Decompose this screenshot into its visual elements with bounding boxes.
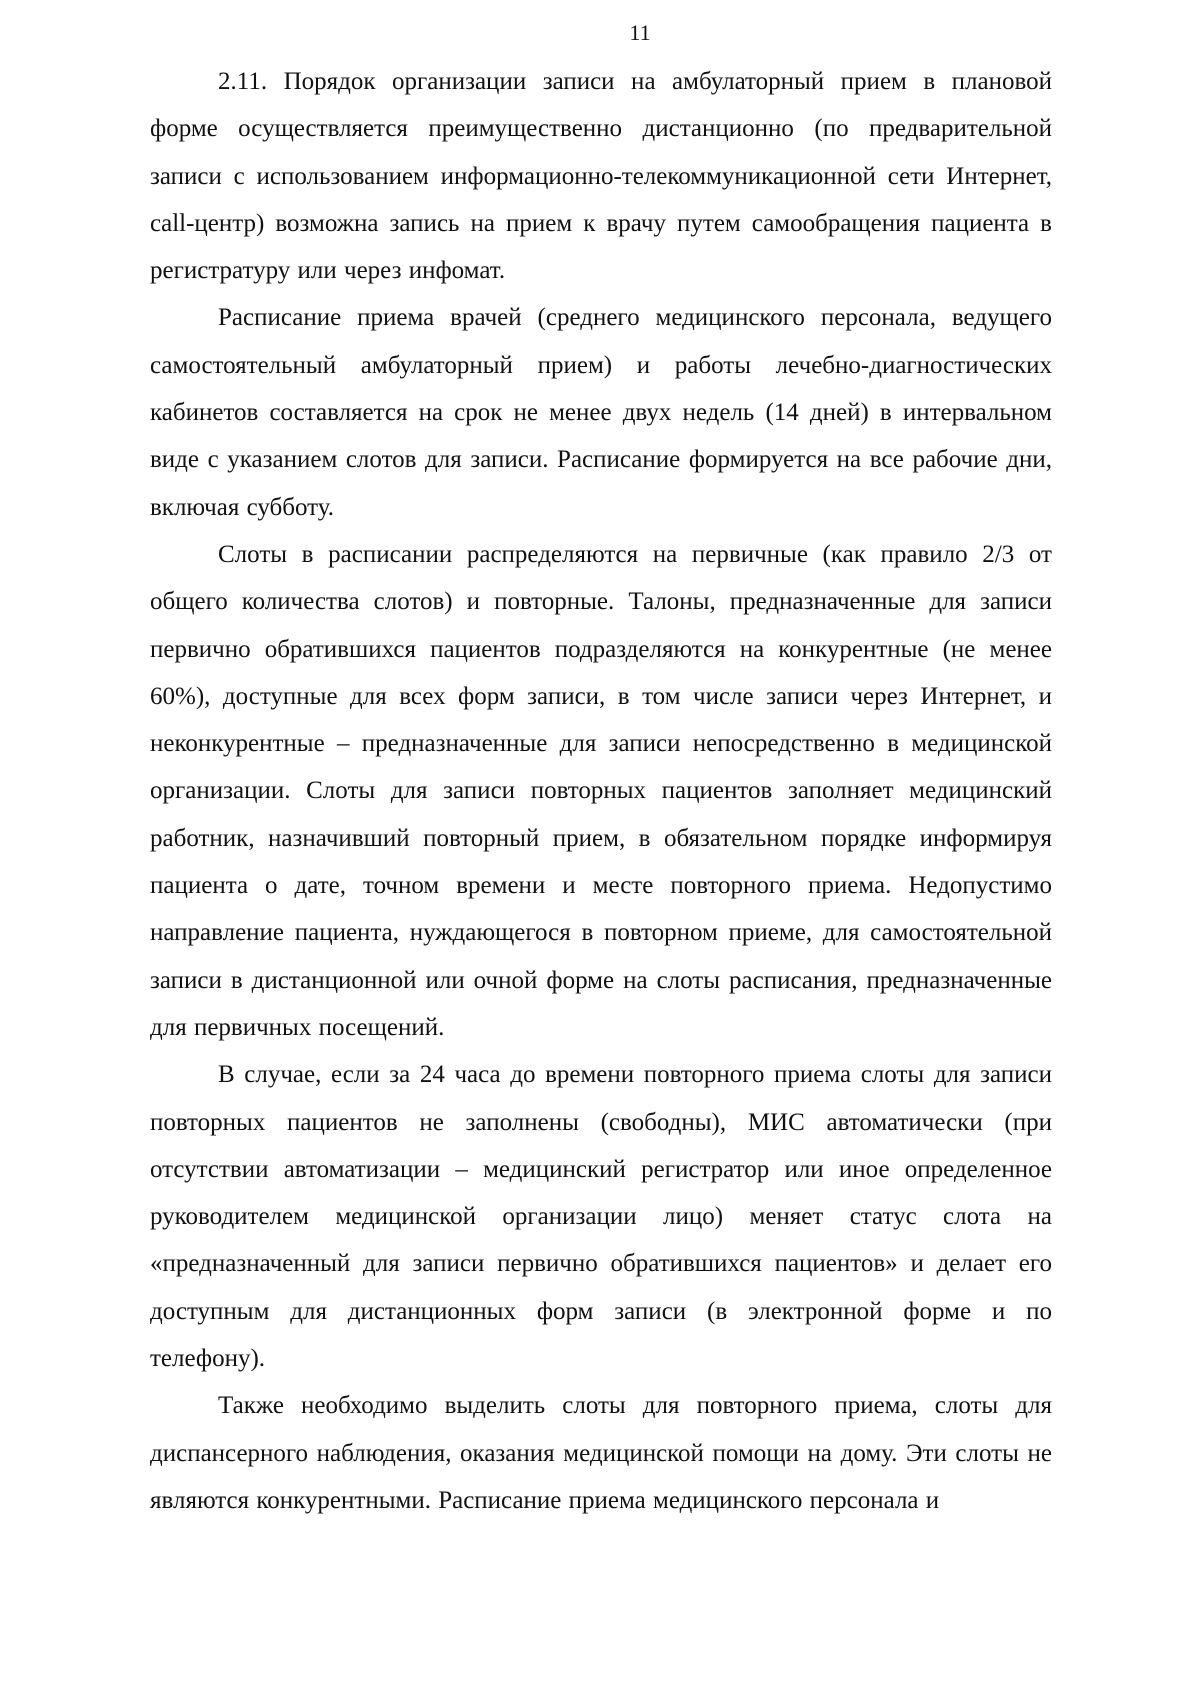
paragraph-slots-distribution: Слоты в расписании распределяются на первичные (как правило 2/3 от общего количества слотов) и повторные. Талоны, предназначенные для записи первично обратившихся пациентов подразделяются на конкурентные (не менее 60%), доступные для всех форм записи, в том числе записи через Интернет, и неконкурентные – предназначенные для записи непосредственно в медицинской организации. Слоты для записи повторных пациентов заполняет медицинский работник, назначивший повторный прием, в обязательном порядке информируя пациента о дате, точном времени и месте повторного приема. Недопустимо направление пациента, нуждающегося в повторном приеме, для самостоятельной записи в дистанционной или очной форме на слоты расписания, предназначенные для первичных посещений.: [150, 540, 1052, 1041]
paragraph-slot-status-change: В случае, если за 24 часа до времени повторного приема слоты для записи повторных пациентов не заполнены (свободны), МИС автоматически (при отсутствии автоматизации – медицинский регистратор или иное определенное руководителем медицинской организации лицо) меняет статус слота на «предназначенный для записи первично обратившихся пациентов» и делает его доступным для дистанционных форм записи (в электронной форме и по телефону).: [150, 1061, 1052, 1373]
document-body: [150, 58, 1052, 1524]
paragraph-additional-slots: Также необходимо выделить слоты для повторного приема, слоты для диспансерного наблюдения, оказания медицинской помощи на дому. Эти слоты не являются конкурентными. Расписание приема медицинского персонала и: [150, 1392, 1052, 1514]
page-number: 11: [629, 20, 651, 45]
paragraph-2-11-appointment-order: 2.11. Порядок организации записи на амбулаторный прием в плановой форме осуществляется преимущественно дистанционно (по предварительной записи с использованием информационно-телекоммуникационной сети Интернет, call-центр) возможна запись на прием к врачу путем самообращения пациента в регистратуру или через инфомат.: [150, 68, 1052, 285]
paragraph-schedule: Расписание приема врачей (среднего медицинского персонала, ведущего самостоятельный амбулаторный прием) и работы лечебно-диагностических кабинетов составляется на срок не менее двух недель (14 дней) в интервальном виде с указанием слотов для записи. Расписание формируется на все рабочие дни, включая субботу.: [150, 304, 1052, 521]
